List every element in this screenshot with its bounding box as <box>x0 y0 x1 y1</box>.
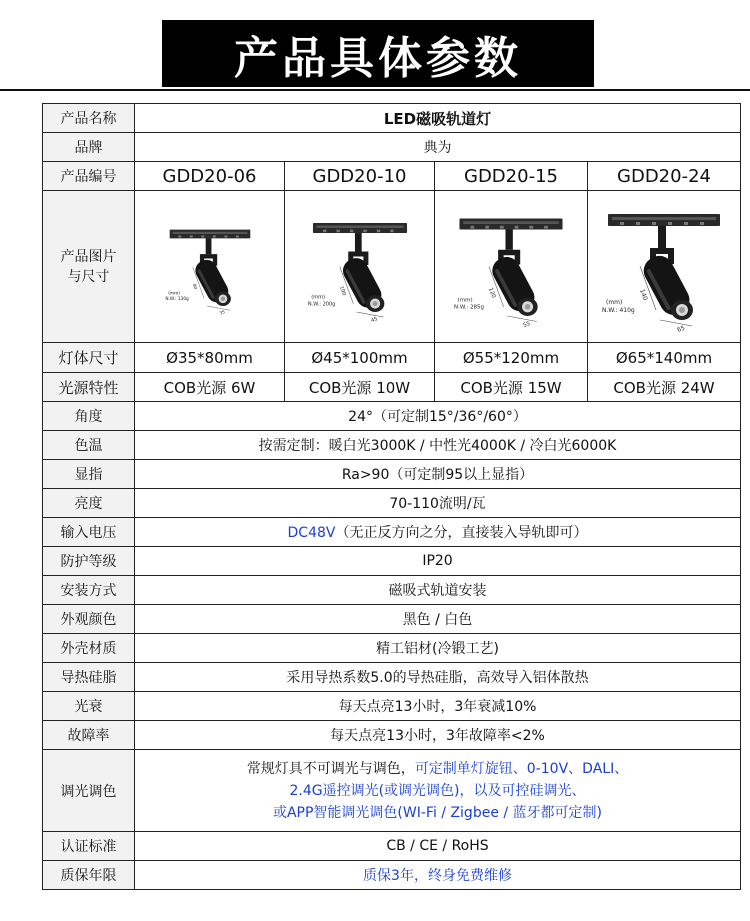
track-light-drawing <box>590 192 738 342</box>
page-title: 产品具体参数 <box>162 20 594 87</box>
track-adapter-contact <box>620 222 624 225</box>
model-cell: GDD20-24 <box>588 162 741 191</box>
value-dimming <box>135 750 741 832</box>
label-body-size: 灯体尺寸 <box>43 343 135 373</box>
voltage-note: （无正反方向之分，直接装入导轨即可） <box>335 525 588 541</box>
row-thermal <box>43 663 741 692</box>
title-divider <box>0 89 750 91</box>
value-brightness: 70-110流明/瓦 <box>135 489 741 518</box>
lens-core <box>525 304 531 310</box>
row-ip <box>43 547 741 576</box>
label-color-temp: 色温 <box>43 431 135 460</box>
row-housing <box>43 634 741 663</box>
value-thermal: 采用导热系数5.0的导热硅脂，高效导入铝体散热 <box>135 663 741 692</box>
product-image-cell <box>588 191 741 343</box>
row-install <box>43 576 741 605</box>
lens-core <box>372 301 377 306</box>
stem <box>205 238 211 254</box>
track-adapter-contact <box>544 225 548 228</box>
track-adapter-contact <box>212 235 215 237</box>
value-install: 磁吸式轨道安装 <box>135 576 741 605</box>
track-adapter-contact <box>390 229 393 232</box>
dimming-plain: 常规灯具不可调光与调色， <box>246 760 415 777</box>
track-adapter-contact <box>376 229 379 232</box>
track-adapter-contact <box>652 222 656 225</box>
weight-label: N.W.: 200g <box>307 300 335 307</box>
product-image <box>437 192 585 342</box>
weight-label: N.W.: 130g <box>164 296 189 302</box>
label-light-source: 光源特性 <box>43 373 135 402</box>
value-housing: 精工铝材(冷锻工艺) <box>135 634 741 663</box>
product-image-cell <box>435 191 588 343</box>
diameter-dimension-label: 45 <box>369 315 378 324</box>
spec-table <box>42 103 741 890</box>
diameter-dimension-line <box>660 320 692 326</box>
unit-label: (mm) <box>606 298 623 306</box>
track-adapter-contact <box>189 235 192 237</box>
label-thermal: 导热硅脂 <box>43 663 135 692</box>
row-warranty <box>43 861 741 890</box>
row-product-name <box>43 104 741 133</box>
light-source-cell: COB光源 6W <box>135 373 285 402</box>
light-source-cell: COB光源 15W <box>435 373 588 402</box>
row-voltage <box>43 518 741 547</box>
track-light-drawing <box>136 192 284 342</box>
dimming-custom: 可定制单灯旋钮、0-10V、DALI、 <box>414 760 629 777</box>
product-image-cell <box>135 191 285 343</box>
label-angle: 角度 <box>43 402 135 431</box>
track-light-drawing <box>437 192 585 342</box>
row-color-temp <box>43 431 741 460</box>
value-certification: CB / CE / RoHS <box>135 832 741 861</box>
value-voltage <box>135 518 741 547</box>
label-cri: 显指 <box>43 460 135 489</box>
light-source-cell: COB光源 24W <box>588 373 741 402</box>
label-appearance-color: 外观颜色 <box>43 605 135 634</box>
row-dimming <box>43 750 741 832</box>
diameter-dimension-line <box>507 316 536 322</box>
product-image <box>590 192 738 342</box>
dimming-line-3: 或APP智能调光调色(WI-Fi / Zigbee / 蓝牙都可定制) <box>272 804 603 821</box>
value-angle: 24°（可定制15°/36°/60°） <box>135 402 741 431</box>
track-adapter-contact <box>636 222 640 225</box>
diameter-dimension-label: 55 <box>522 320 532 329</box>
track-adapter-contact <box>178 235 181 237</box>
row-light-source <box>43 373 741 402</box>
value-color-temp: 按需定制：暖白光3000K / 中性光4000K / 冷白光6000K <box>135 431 741 460</box>
track-adapter-contact <box>323 229 326 232</box>
row-appearance-color <box>43 605 741 634</box>
weight-label: N.W.: 285g <box>453 304 485 311</box>
lens-core <box>679 307 685 313</box>
value-product-name: LED磁吸轨道灯 <box>135 104 741 133</box>
unit-label: (mm) <box>167 290 180 296</box>
stem <box>505 229 512 249</box>
label-housing: 外壳材质 <box>43 634 135 663</box>
body-size-cell: Ø35*80mm <box>135 343 285 373</box>
track-adapter-contact <box>349 229 352 232</box>
label-brand: 品牌 <box>43 133 135 162</box>
label-product-name: 产品名称 <box>43 104 135 133</box>
diameter-dimension-line <box>207 306 230 310</box>
voltage-highlight: DC48V <box>287 525 336 541</box>
body-size-cell: Ø55*120mm <box>435 343 588 373</box>
track-light-drawing <box>286 192 434 342</box>
label-failure: 故障率 <box>43 721 135 750</box>
track-adapter-contact <box>363 229 366 232</box>
label-brightness: 亮度 <box>43 489 135 518</box>
lens-core <box>220 296 224 300</box>
row-brightness <box>43 489 741 518</box>
unit-label: (mm) <box>310 294 325 301</box>
label-install: 安装方式 <box>43 576 135 605</box>
row-angle <box>43 402 741 431</box>
row-decay <box>43 692 741 721</box>
track-adapter-groove <box>316 225 403 228</box>
track-adapter-contact <box>668 222 672 225</box>
diameter-dimension-label: 35 <box>218 309 226 317</box>
value-appearance-color: 黑色 / 白色 <box>135 605 741 634</box>
row-cri <box>43 460 741 489</box>
product-image-cell <box>285 191 435 343</box>
label-image: 产品图片 与尺寸 <box>43 191 135 343</box>
value-failure: 每天点亮13小时，3年故障率<2% <box>135 721 741 750</box>
stem <box>354 233 361 251</box>
model-cell: GDD20-15 <box>435 162 588 191</box>
label-decay: 光衰 <box>43 692 135 721</box>
label-ip: 防护等级 <box>43 547 135 576</box>
track-adapter-contact <box>515 225 519 228</box>
row-body-size <box>43 343 741 373</box>
value-brand: 典为 <box>135 133 741 162</box>
diameter-dimension-line <box>356 312 383 317</box>
value-warranty: 质保3年，终身免费维修 <box>135 861 741 890</box>
track-adapter-contact <box>529 225 533 228</box>
product-image <box>286 192 434 342</box>
track-adapter-groove <box>612 217 716 220</box>
track-adapter-contact <box>201 235 204 237</box>
track-adapter-contact <box>471 225 475 228</box>
weight-label: N.W.: 410g <box>602 306 635 314</box>
row-image <box>43 191 741 343</box>
light-source-cell: COB光源 10W <box>285 373 435 402</box>
row-model <box>43 162 741 191</box>
track-adapter-contact <box>485 225 489 228</box>
unit-label: (mm) <box>457 296 473 303</box>
body-size-cell: Ø65*140mm <box>588 343 741 373</box>
value-ip: IP20 <box>135 547 741 576</box>
model-cell: GDD20-10 <box>285 162 435 191</box>
track-adapter-contact <box>500 225 504 228</box>
track-adapter-contact <box>684 222 688 225</box>
track-adapter-contact <box>235 235 238 237</box>
track-adapter-groove <box>463 221 559 224</box>
track-adapter-contact <box>700 222 704 225</box>
track-adapter-groove <box>172 231 247 233</box>
length-dimension-label: 100 <box>337 284 347 297</box>
dimming-line-1 <box>135 758 740 780</box>
length-dimension-label: 80 <box>190 282 197 290</box>
value-decay: 每天点亮13小时，3年衰减10% <box>135 692 741 721</box>
body-size-cell: Ø45*100mm <box>285 343 435 373</box>
row-certification <box>43 832 741 861</box>
label-model: 产品编号 <box>43 162 135 191</box>
product-image <box>136 192 284 342</box>
dimming-line-2: 2.4G遥控调光(或调光调色)，以及可控硅调光、 <box>289 782 586 799</box>
label-voltage: 输入电压 <box>43 518 135 547</box>
length-dimension-label: 120 <box>487 286 497 299</box>
label-certification: 认证标准 <box>43 832 135 861</box>
length-dimension-label: 140 <box>638 287 649 301</box>
diameter-dimension-label: 65 <box>676 324 686 334</box>
label-dimming: 调光调色 <box>43 750 135 832</box>
value-cri: Ra>90（可定制95以上显指） <box>135 460 741 489</box>
model-cell: GDD20-06 <box>135 162 285 191</box>
track-adapter-contact <box>336 229 339 232</box>
stem <box>658 226 666 248</box>
row-failure <box>43 721 741 750</box>
label-warranty: 质保年限 <box>43 861 135 890</box>
track-adapter-contact <box>224 235 227 237</box>
row-brand <box>43 133 741 162</box>
